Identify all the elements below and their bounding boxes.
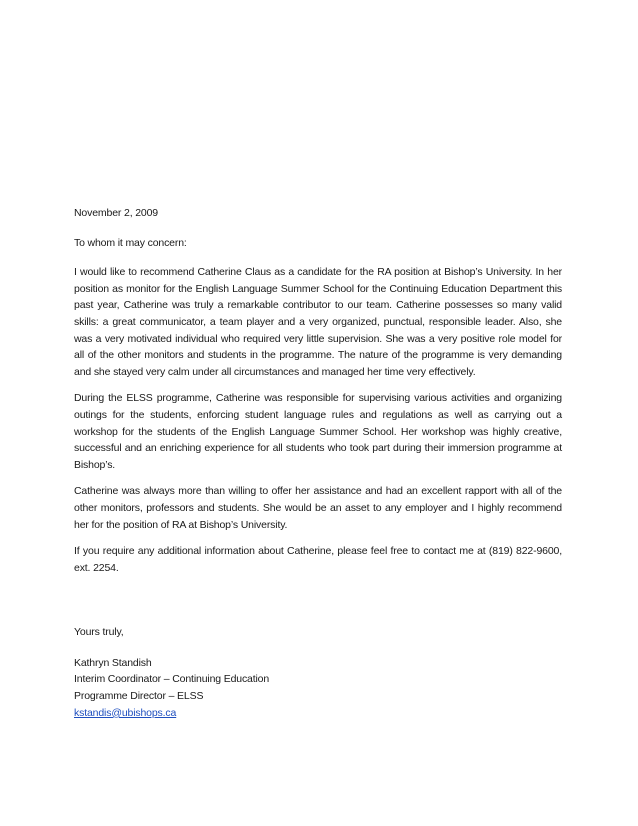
- paragraph-rapport: Catherine was always more than willing to offer her assistance and had an excellent rapport with all of the other monitors, professors and students. She would be an asset to any employer and I highly recommend her for the position of RA at Bishop’s University.: [74, 485, 562, 531]
- paragraph-contact: If you require any additional information about Catherine, please feel free to contact me at (819) 822-9600, ext. 2254.: [74, 545, 562, 574]
- spacer: [74, 586, 562, 624]
- paragraph-recommendation: I would like to recommend Catherine Claus as a candidate for the RA position at Bishop’s University. In her position as monitor for the English Language Summer School for the Continuing Education Department this past year, Catherine was truly a remarkable contributor to our team. Catherine possesses so many valid skills: a great communicator, a team player and a very organized, punctual, responsible leader. Also, she was a very motivated individual who required very little supervision. She was a very positive role model for all of the other monitors and students in the programme. The nature of the programme is very demanding and she stayed very calm under all circumstances and managed her time very effectively.: [74, 266, 562, 378]
- signature-title-coordinator: Interim Coordinator – Continuing Education: [74, 673, 270, 686]
- signature-block: [74, 655, 562, 721]
- signature-email-link[interactable]: kstandis@ubishops.ca: [74, 706, 177, 719]
- letter-salutation: To whom it may concern:: [74, 236, 187, 249]
- letter-closing: Yours truly,: [74, 626, 124, 639]
- signature-name: Kathryn Standish: [74, 656, 152, 669]
- paragraph-responsibilities: During the ELSS programme, Catherine was responsible for supervising various activities and organizing outings for the students, enforcing student language rules and regulations as well as carrying out a workshop for the students of the English Language Summer School. Her workshop was highly creative, successful and an enriching experience for all students who took part during their immersion programme at Bishop’s.: [74, 392, 562, 471]
- letter-body: [74, 205, 562, 721]
- signature-title-director: Programme Director – ELSS: [74, 690, 204, 703]
- letter-date: November 2, 2009: [74, 207, 158, 219]
